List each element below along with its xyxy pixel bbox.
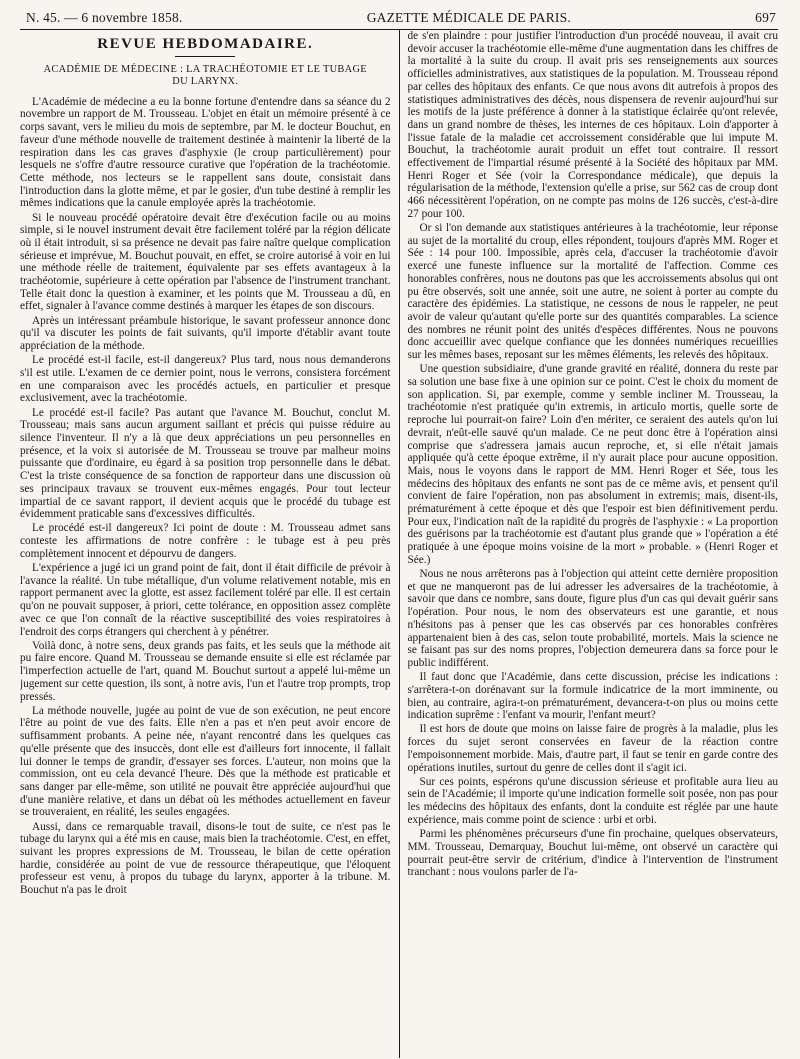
- paragraph: Une question subsidiaire, d'une grande gravité en réalité, donnera du reste par sa solution une base fixe à une opinion sur ce point. C'est le choix du moment de son application. Si, par exemple, comme y semble incliner M. Trousseau, la trachéotomie n'est pratiquée qu'in extremis, in articulo mortis, quelle sorte de reproche lui pourrait-on faire? Loin d'en mériter, ce seraient des autels qu'on lui devrait, n'eût-elle sauvé qu'un malade. Ce ne peut donc être à l'opération ainsi comprise que s'adressera jamais aucun reproche, et, si elle n'était jamais appliquée qu'à cette époque extrême, il n'y aurait place pour aucune opposition. Mais, nous le voyons dans le rapport de MM. Henri Roger et Sée, tous les médecins des hôpitaux des enfants ne sont pas de ce même avis, et pensent qu'il convient de faire l'opération, non pas absolument in extremis; mais, disent-ils, prématurément à cette époque et dès que l'espoir est bien définitivement perdu. Pour eux, l'indication naît de la rapidité du progrès de l'asphyxie : « La proportion des guérisons par la trachéotomie est d'autant plus grande que » l'opération a été pratiquée à une époque moins voisine de la mort » probable. » (Henri Roger et Sée.): [407, 363, 778, 566]
- paragraph: L'Académie de médecine a eu la bonne fortune d'entendre dans sa séance du 2 novembre un rapport de M. Trousseau. L'objet en était un mémoire présenté à ce corps savant, vers le milieu du mois de septembre, par M. le docteur Bouchut, en faveur d'une méthode nouvelle de traitement destinée à maintenir la liberté de la respiration dans les cas graves d'asphyxie (le croup particulièrement) pour lesquels ne s'offre d'autre ressource curative que l'opération de la trachéotomie. Cette méthode, nos lecteurs se le rappellent sans doute, consistait dans l'introduction dans la glotte même, et par le gosier, d'un tube destiné à remplir les mêmes indications que la canule employée après la trachéotomie.: [20, 95, 391, 210]
- paragraph: Sur ces points, espérons qu'une discussion sérieuse et profitable aura lieu au sein de l'Académie; il importe qu'une indication formelle soit posée, non pas pour les médecins des hôpitaux des enfants, dont la conduite est réglée par une haute expérience, mais comme point de science : urbi et orbi.: [407, 775, 778, 826]
- paragraph: Parmi les phénomènes précurseurs d'une fin prochaine, quelques observateurs, MM. Trousseau, Demarquay, Bouchut lui-même, ont observé un caractère qui pourrait peut-être servir de critérium, d'indice à l'intervention de l'instrument tranchant : nous voulons parler de l'a-: [407, 828, 778, 879]
- title-rule: [175, 56, 235, 57]
- right-column: [399, 30, 778, 1058]
- paragraph: Après un intéressant préambule historique, le savant professeur annonce donc qu'il va discuter les points de fait suivants, qu'il importe d'établir avant toute appréciation de la méthode.: [20, 314, 391, 353]
- journal-title: GAZETTE MÉDICALE DE PARIS.: [366, 10, 571, 25]
- paragraph: L'expérience a jugé ici un grand point de fait, dont il était difficile de prévoir à l'avance la réalité. Un tube métallique, d'un volume relativement notable, mis en rapport permanent avec la glotte, est assez facilement toléré par elle. Il est certain qu'on ne pouvait supposer, à priori, cette tolérance, en opposition assez complète avec ce que l'on connaît de la réactive susceptibilité des voies respiratoires à l'endroit des corps étrangers qui cherchent à y pénétrer.: [20, 562, 391, 638]
- paragraph: Le procédé est-il facile? Pas autant que l'avance M. Bouchut, conclut M. Trousseau; mais sans aucun argument saillant et précis qui puisse réduire au silence l'inventeur. Il n'y a là que deux appréciations un peu personnelles en présence, et la voix si autorisée de M. Trousseau se trouve par malheur moins puissante que d'ordinaire, eu égard à sa position trop personnelle dans le débat. C'est la triste conséquence de sa fonction de rapporteur dans une discussion où ses principaux travaux se trouvent eux-mêmes engagés. Pour tout lecteur impartial de ce savant rapport, il devient acquis que le procédé du tubage est évidemment praticable sans d'excessives difficultés.: [20, 406, 391, 521]
- issue-date: N. 45. — 6 novembre 1858.: [26, 10, 183, 25]
- page-number: 697: [755, 10, 776, 25]
- article-columns: [20, 30, 778, 1058]
- paragraph: Si le nouveau procédé opératoire devait être d'exécution facile ou au moins simple, si le nouvel instrument devait être facilement toléré par la région délicate où il était introduit, si sa présence ne devait pas faire naître quelque complication sérieuse et imprévue, M. Bouchut pouvait, en effet, se croire autorisé à voir en lui une méthode réelle de traitement, équivalente par ses effets avantageux à la trachéotomie, supérieure à cette opération par l'absence de l'instrument tranchant. Telle était donc la question à examiner, et les points que M. Trousseau a dû, en effet, signaler à l'avance comme destinés à marquer les étapes de son discours.: [20, 211, 391, 313]
- paragraph: Aussi, dans ce remarquable travail, disons-le tout de suite, ce n'est pas le tubage du larynx qui a été mis en cause, mais bien la trachéotomie. C'est, en effet, suivant les propres expressions de M. Trousseau, le bilan de cette opération hardie, considérée au point de vue de ressource thérapeutique, que l'éloquent professeur est venu, à propos du tubage du larynx, apporter à la tribune. M. Bouchut n'a pas le droit: [20, 820, 391, 897]
- left-column: [20, 30, 399, 1058]
- paragraph: Le procédé est-il dangereux? Ici point de doute : M. Trousseau admet sans conteste les affirmations de notre confrère : le tubage est à peu près complètement innocent et dépourvu de dangers.: [20, 522, 391, 560]
- paragraph: Il faut donc que l'Académie, dans cette discussion, précise les indications : s'arrêtera-t-on dorénavant sur la formule indicatrice de la mort imminente, ou bien, au contraire, agira-t-on prématurément, devancera-t-on plus ou moins cette indication suprême : l'enfant va mourir, l'enfant meurt?: [407, 671, 778, 722]
- section-title: REVUE HEBDOMADAIRE.: [97, 36, 314, 52]
- paragraph: Le procédé est-il facile, est-il dangereux? Plus tard, nous nous demanderons s'il est utile. L'examen de ce dernier point, nous le verrons, consistera forcément en une comparaison avec les procédés actuels, en particulier et presque exclusivement, avec la trachéotomie.: [20, 354, 391, 405]
- paragraph: Or si l'on demande aux statistiques antérieures à la trachéotomie, leur réponse au sujet de la mortalité du croup, elles répondent, toujours d'après MM. Roger et Sée : 14 pour 100. Impossible, après cela, d'accuser la trachéotomie d'avoir exercé une funeste influence sur la mortalité de l'affection. Comme ces honorables confrères, nous ne doutons pas que les accroissements absolus qui ont pu être observés, soit une année, soit une autre, ne soient à porter au compte du caractère des épidémies. La statistique, ne cessons de nous le rappeler, ne peut avoir de valeur qu'autant qu'elle porte sur des quantités comparables. La science des nombres ne réunit point des unités d'espèces différentes. Nous ne pouvons donc accueillir avec quelque confiance que les données numériques recueillies sur les mêmes bases, reposant sur les mêmes éléments, les relevés des hôpitaux.: [407, 222, 778, 362]
- paragraph: Voilà donc, à notre sens, deux grands pas faits, et les seuls que la méthode ait pu faire encore. Quand M. Trousseau se demande ensuite si elle est réclamée par l'imperfection actuelle de l'art, quand M. Bouchut surtout a appelé lui-même un jugement sur cette question, ils sont, à notre avis, l'un et l'autre trop prompts, trop pressés.: [20, 639, 391, 703]
- article-subheading: ACADÉMIE DE MÉDECINE : LA TRACHÉOTOMIE ET LE TUBAGE DU LARYNX.: [43, 63, 367, 88]
- paragraph: Nous ne nous arrêterons pas à l'objection qui atteint cette dernière proposition et que ne manqueront pas de lui adresser les adversaires de la trachéotomie, à savoir que dans ce nombre, sans doute, figure plus d'un cas qui devait guérir sans l'opération. Pour nous, le nom des observateurs est une garantie, et nous n'hésitons pas à penser que les cas observés par ces honorables confrères appartenaient bien à des cas, selon toute probabilité, mortels. Mais la science ne se faisant pas sur des noms propres, l'objection demeurera dans sa force pour le public indifférent.: [407, 568, 778, 669]
- paragraph: La méthode nouvelle, jugée au point de vue de son exécution, ne peut encore l'être au point de vue des faits. Elle n'en a pas et n'en peut avoir encore de suffisamment probants. A peine née, n'ayant rencontré dans les quelques cas qu'elle présente que des insuccès, dont elle est d'ailleurs fort innocente, il fallait lui donner le temps de grandir, d'essayer ses forces. L'auteur, non moins que la commission, ont eu cela devancé l'heure. Dès que la méthode est praticable et sans danger par elle-même, son utilité ne pouvait être appréciée aujourd'hui que d'une manière relative, et dans un débat où les méthodes actuellement en faveur se trouveraient, en réalité, les seules engagées.: [20, 704, 391, 819]
- running-header: [20, 10, 778, 30]
- paragraph: de s'en plaindre : pour justifier l'introduction d'un procédé nouveau, il avait cru devoir accuser la trachéotomie elle-même d'une augmentation dans les chiffres de la mortalité à la suite du croup. Il avait pris ses renseignements aux sources officielles administratives, aux statistiques de la population. M. Trousseau répond par celles des hôpitaux des enfants. Ce que nous avons dit autrefois à propos des statistiques administratives des décès, nous dispensera de revenir aujourd'hui sur les motifs de la juste préférence à donner à la statistique éclairée qu'ont relevée, dans un grand nombre de thèses, les internes de ces hôpitaux. Loin d'apporter à l'issue fatale de la maladie cet accroissement considérable que lui impute M. Bouchut, la trachéotomie aurait produit un effet tout contraire. Il ressort effectivement de l'impartial résumé présenté à la Société des hôpitaux par MM. Henri Roger et Sée (voir la Correspondance médicale), que depuis la régularisation de la méthode, l'extension qu'elle a prise, sur 562 cas de croup dont 466 nécessitèrent l'opération, on ne compte pas moins de 126 succès, c'est-à-dire 27 pour 100.: [407, 30, 778, 220]
- paragraph: Il est hors de doute que moins on laisse faire de progrès à la maladie, plus les forces du sujet seront conservées en faveur de la réaction contre l'empoisonnement morbide. Mais, d'autre part, il faut se tenir en garde contre des opérations inutiles, surtout du genre de celles dont il s'agit ici.: [407, 723, 778, 774]
